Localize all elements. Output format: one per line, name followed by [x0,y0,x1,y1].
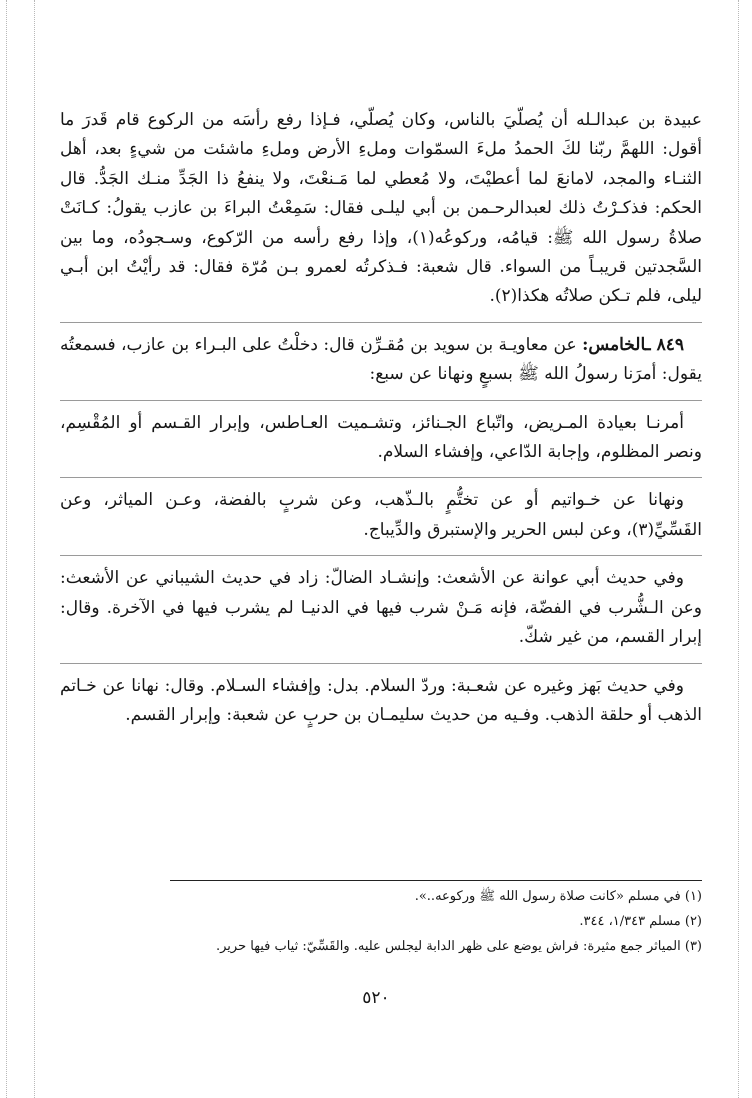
scan-edge-line-left-inner [34,0,35,1098]
paragraph-bahz: وفي حديث بَهز وغيره عن شعـبة: وردّ السلام. بدل: وإفشاء السـلام. وقال: نهانا عن خـاتم الذهب أو حلقة الذهب. وفـيه من حديث سليمـان بن حربٍ عن شعبة: وإبرار القسم. [60,675,702,725]
footnote-separator [170,880,702,881]
paragraph-hadith-continuation: عبيدة بن عبدالـله أن يُصلّيَ بالناس، وكان يُصلّي، فـإذا رفع رأسَه من الركوع قام قَدرَ ما أقول: اللهمَّ ربّنا لكَ الحمدُ ملءَ السمّوات وملءِ الأرض وملءِ ماشئت من شيءٍ بعد، أهل الثنـاء والمجد، لامانعَ لما أعطيْتَ، ولا مُعطي لما مَـنعْتَ، ولا ينفعُ ذا الجَدِّ منـك الجَدُّ. قال الحكم: فذكـرْتُ ذلك لعبدالرحـمن بن أبي ليلـى فقال: سَمِعْتُ البراءَ بن عازب يقولُ: كـانَتْ صلاةُ رسول الله ﷺ: قيامُه، وركوعُه(١)، وإذا رفع رأسه من الرّكوع، وسـجودُه، وما بين السَّجدتين قريبـاً من السواء. قال شعبة: فـذكرتُه لعمرو بـن مُرّة فقال: قد رأيْتُ ابن أبـي ليلى، فلم تـكن صلاتُه هكذا(٢). [60,110,702,307]
section-divider-2 [60,400,702,401]
footnotes [60,884,702,959]
footnote-2: (٢) مسلم ١/٣٤٣، ٣٤٤. [579,914,702,929]
hadith-heading: الخامس: [582,334,646,355]
footnote-1: (١) في مسلم «كانت صلاة رسول الله ﷺ وركوعه..». [414,889,702,904]
scan-edge-line-left [6,0,7,1098]
footnote-3: (٣) المياثر جمع مثيرة: فراش يوضع على ظهر الدابة ليجلس عليه. والقَسِّيّ: ثياب فيها حرير. [216,939,702,954]
hadith-number: ٨٤٩ ـ [645,334,684,355]
section-divider-1 [60,322,702,323]
section-divider-4 [60,555,702,556]
paragraph-prohibitions: ونهانا عن خـواتيم أو عن تختُّمٍ بالـذّهب، وعن شربٍ بالفضة، وعـن المياثر، وعن القَسِّيِّ(٣)، وعن لبس الحرير والإستبرق والدِّيباج. [60,490,702,540]
page-number: ٥٢٠ [362,988,390,1008]
main-text [60,106,702,730]
hadith-849-text: عن معاويـة بن سويد بن مُقـرِّن قال: دخلْتُ على البـراء بن عازب، فسمعتُه يقول: أمرَنا رسولُ الله ﷺ بسبعٍ ونهانا عن سبع: [60,334,702,385]
paragraph-abu-awana: وفي حديث أبي عوانة عن الأشعث: وإنشـاد الضالّ: زاد في حديث الشيباني عن الأشعث: وعن الـشُّرب في الفضّة، فإنه مَـنْ شرب فيها في الدنيـا لم يشرب فيها في الآخرة. وقال: إبرار القسم، من غير شكّ. [60,568,702,648]
scan-edge-line-right [738,0,739,1098]
paragraph-hadith-849 [60,331,702,390]
section-divider-3 [60,477,702,478]
paragraph-commands: أمرنـا بعيادة المـريض، واتّباع الجـنائز، وتشـميت العـاطس، وإبرار القـسم أو المُقْسِم، ونصر المظلوم، وإجابة الدّاعي، وإفشاء السلام. [60,412,702,463]
section-divider-5 [60,663,702,664]
